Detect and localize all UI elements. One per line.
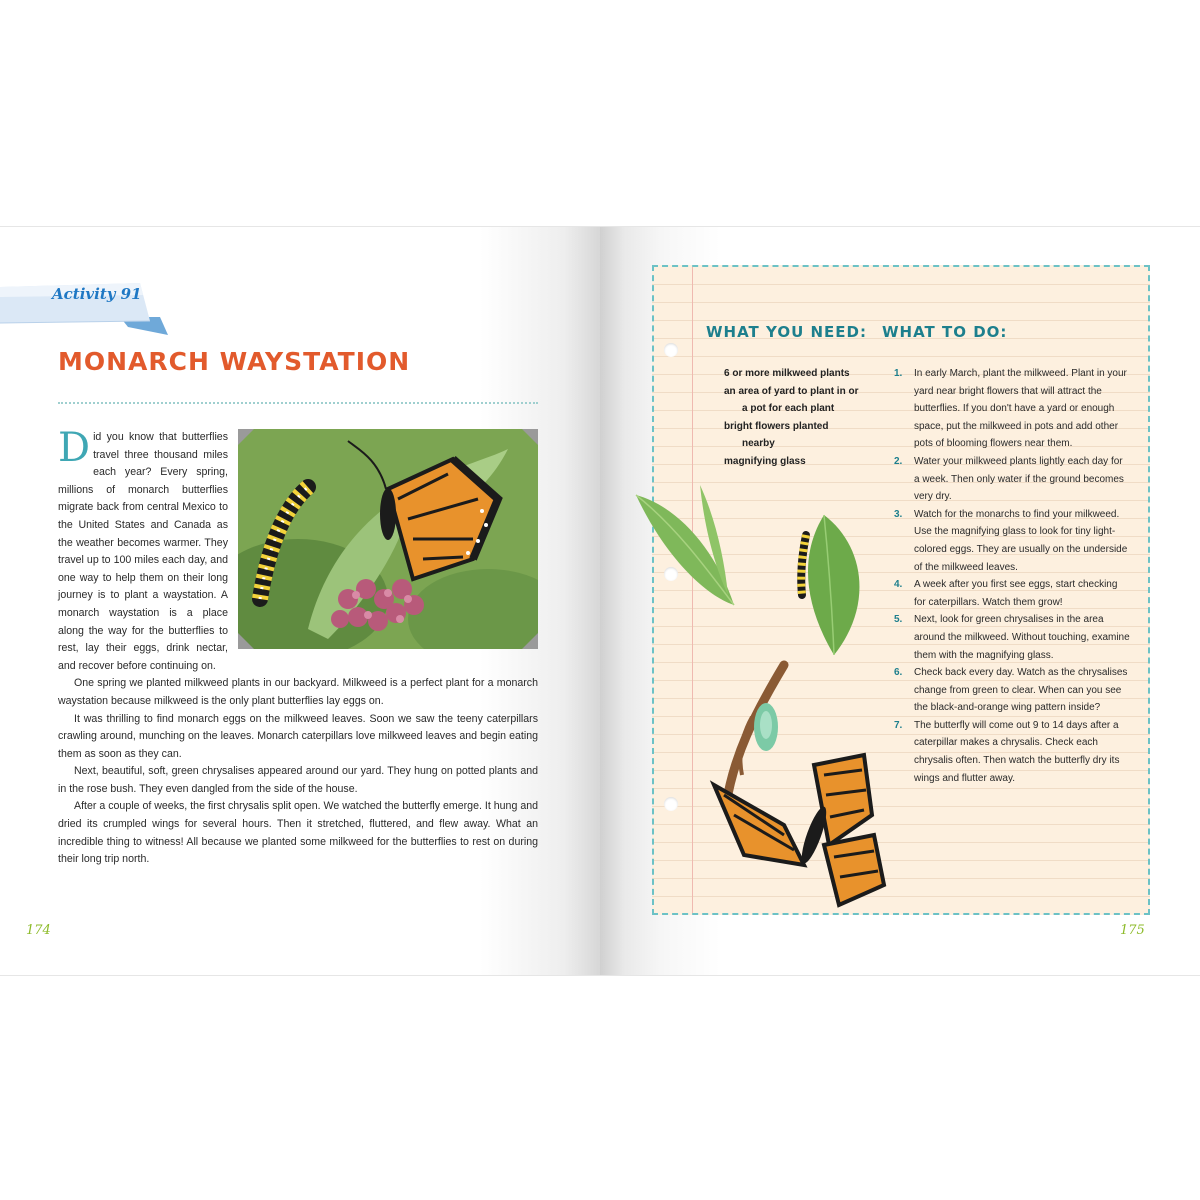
list-item: 6 or more milkweed plants: [724, 368, 850, 379]
page-title: MONARCH WAYSTATION: [58, 347, 411, 376]
paragraph-1: Did you know that butterflies travel three thousand miles each year? Every spring, millions of monarch butterflies migrate back from central Mexico to the United States and Canada as the weather becomes warmer. They travel up to 100 miles each day, and one way to help them on their long journey is to plant a waystation. A monarch waystation is a place along the way for the butterflies to rest, lay their eggs, drink nectar, and recover before continuing on.: [58, 425, 228, 672]
list-item: 4. A week after you first see eggs, start checking for caterpillars. Watch them grow!: [894, 579, 1118, 608]
milkweed-butterfly-illustration: [634, 485, 904, 965]
monarch-caterpillar-image: [238, 429, 538, 649]
list-item: 2. Water your milkweed plants lightly each day for a week. Then only water if the ground becomes very dry.: [894, 455, 1124, 503]
list-item: 5. Next, look for green chrysalises in the area around the milkweed. Without touching, examine them with the magnifying glass.: [894, 614, 1130, 661]
list-item: 6. Check back every day. Watch as the chrysalises change from green to clear. When can you see the black-and-orange wing pattern inside?: [894, 667, 1128, 714]
article-body: [58, 425, 538, 869]
page-number-left: 174: [26, 923, 51, 938]
page-number-right: 175: [1120, 923, 1145, 938]
list-item: magnifying glass: [724, 455, 806, 467]
list-item: 1. In early March, plant the milkweed. Plant in your yard near bright flowers that will attract the butterflies. If you don't have a yard or enough space, put the milkweed in pots and add other pots of blooming flowers near them.: [894, 368, 1127, 450]
paragraph-4: Next, beautiful, soft, green chrysalises appeared around our yard. They hung on potted plants and in the rose bush. They even dangled from the side of the house.: [58, 765, 538, 795]
drop-cap: D: [58, 425, 91, 471]
list-item: bright flowers planted nearby: [724, 420, 829, 450]
steps-list: [894, 365, 1130, 787]
paragraph-5: After a couple of weeks, the first chrysalis split open. We watched the butterfly emerge. It hung and dried its crumpled wings for several hours. Then it stretched, fluttered, and flew away. What an incredible thing to witness! All because we planted some milkweed for the butterflies to rest on during their long trip north.: [58, 800, 538, 866]
binder-hole-icon: [664, 343, 678, 357]
materials-list: [724, 365, 864, 471]
paragraph-2: One spring we planted milkweed plants in our backyard. Milkweed is a perfect plant for a monarch waystation because milkweed is the only plant butterflies lay eggs on.: [58, 677, 538, 707]
list-item: 3. Watch for the monarchs to find your milkweed. Use the magnifying glass to look for tiny light-colored eggs. They are usually on the underside of the milkweed leaves.: [894, 508, 1128, 573]
what-to-do-heading: WHAT TO DO:: [882, 323, 1008, 341]
list-item: 7. The butterfly will come out 9 to 14 days after a caterpillar makes a chrysalis. Check each chrysalis often. Then watch the butterfly dry its wings and flutter away.: [894, 719, 1120, 784]
activity-label: Activity 91: [52, 285, 142, 303]
list-item: an area of yard to plant in or a pot for each plant: [724, 385, 859, 415]
monarch-photo: [238, 429, 538, 649]
right-page: [600, 227, 1200, 975]
left-page: [0, 227, 600, 975]
notebook-card: [652, 265, 1150, 915]
book-spread: [0, 226, 1200, 976]
paragraph-3: It was thrilling to find monarch eggs on the milkweed leaves. Soon we saw the teeny caterpillars crawling around, munching on the leaves. Monarch caterpillars love milkweed leaves and begin eating them as soon as they can.: [58, 712, 538, 760]
what-you-need-heading: WHAT YOU NEED:: [706, 323, 867, 341]
dotted-divider: [58, 402, 538, 404]
